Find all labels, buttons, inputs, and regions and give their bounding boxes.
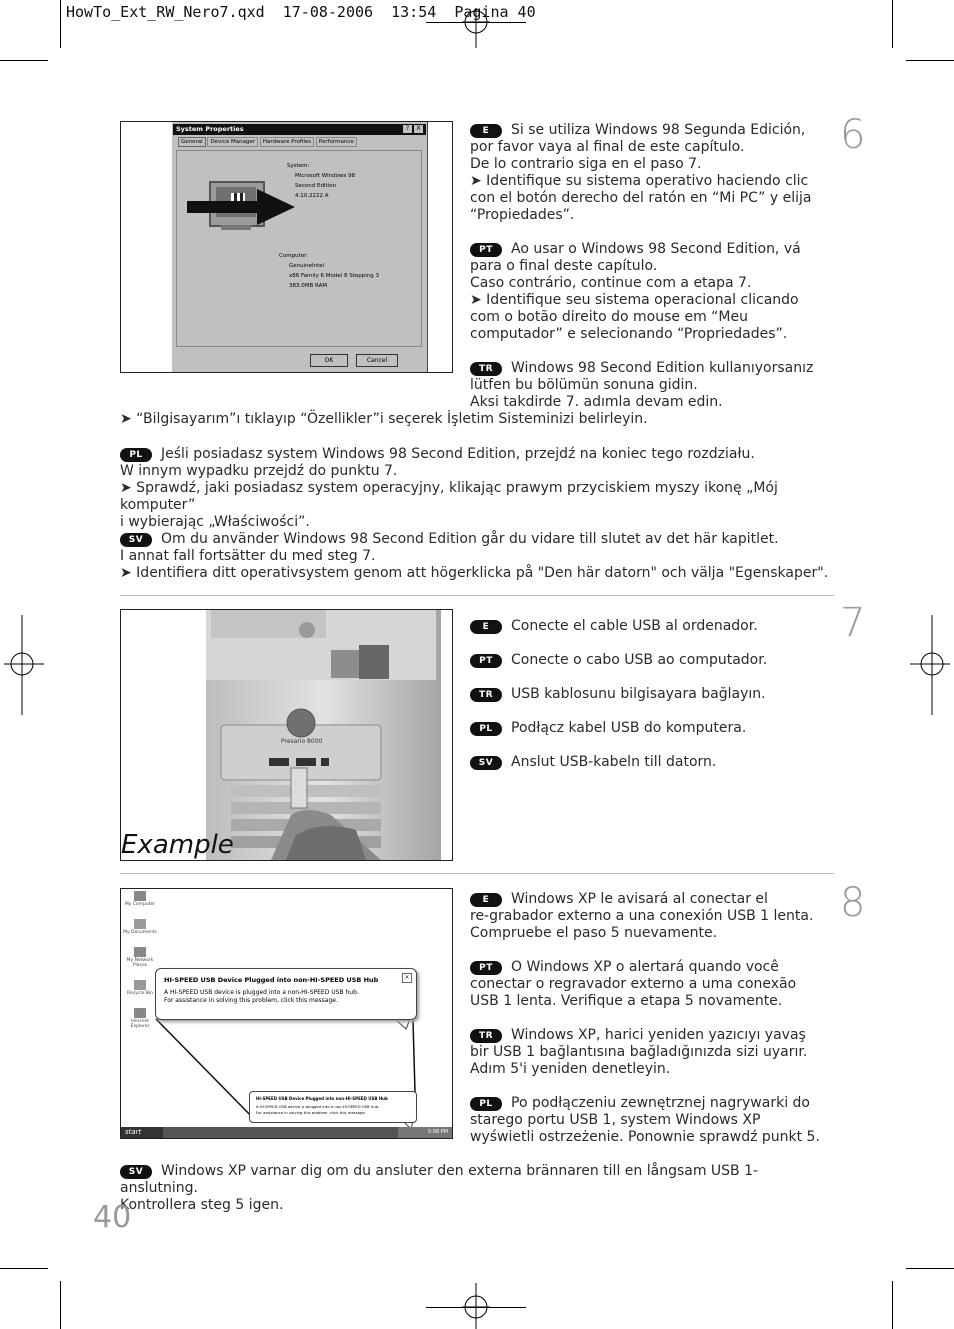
crop-mark — [892, 0, 893, 48]
crop-mark — [60, 1281, 61, 1329]
section-divider — [120, 873, 834, 874]
crop-mark — [906, 1268, 954, 1269]
step8-text-pl: PL Po podłączeniu zewnętrznej nagrywarki do starego portu USB 1, system Windows XP wyświetli ostrzeżenie. Ponownie sprawdź punkt 5. — [470, 1095, 820, 1145]
tab-hardware-profiles[interactable]: Hardware Profiles — [260, 137, 314, 147]
desktop-icon-internet-explorer[interactable]: Internet Explorer — [123, 1008, 157, 1029]
step6-text-pl: PL Jeśli posiadasz system Windows 98 Second Edition, przejdź na koniec tego rozdziału. W innym wypadku przejdź do punktu 7. ➤ Sprawdź, jaki posiadasz system operacyjny, klikając prawym przyciskiem myszy ikonę „Mój komputer” i wybierając „Właściwości”. — [120, 446, 778, 530]
lang-badge-pl: PL — [470, 722, 502, 736]
step7-item-pt: PT Conecte o cabo USB ao computador. — [470, 652, 767, 669]
lang-badge-pl: PL — [470, 1097, 502, 1111]
title-bar — [173, 124, 426, 135]
arrow-icon — [187, 187, 297, 227]
lang-badge-e: E — [470, 620, 502, 634]
cancel-button[interactable]: Cancel — [356, 354, 398, 367]
step6-screenshot — [120, 121, 453, 373]
desktop-icon-network[interactable]: My Network Places — [123, 947, 157, 968]
step-number-8: 8 — [840, 880, 866, 926]
step6-text-tr-extra: ➤ “Bilgisayarım”ı tıklayıp “Özellikler”i seçerek İşletim Sisteminizi belirleyin. — [120, 411, 648, 427]
system-info: System: Microsoft Windows 98 Second Edition 4.10.2222 A — [287, 163, 356, 199]
tab-strip — [178, 139, 357, 145]
registration-mark-top — [462, 8, 490, 48]
step7-item-e: E Conecte el cable USB al ordenador. — [470, 618, 758, 635]
registration-mark-right — [910, 615, 950, 715]
step6-text-tr: TR Windows 98 Second Edition kullanıyorsanız lütfen bu bölümün sonuna gidin. Aksi takdirde 7. adımla devam edin. — [470, 360, 814, 410]
step7-item-sv: SV Anslut USB-kabeln till datorn. — [470, 754, 716, 771]
example-caption: Example — [121, 830, 234, 860]
crop-mark — [0, 60, 48, 61]
computer-info: Computer: GenuineIntel x86 Family 6 Model 8 Stepping 3 383.0MB RAM — [279, 253, 379, 289]
pc-brand-label: Presario 8000 — [281, 738, 323, 745]
lang-badge-tr: TR — [470, 1029, 502, 1043]
crop-mark — [60, 0, 61, 48]
step7-photo — [120, 609, 453, 861]
desktop-icon-my-documents[interactable]: My Documents — [123, 919, 157, 935]
registration-mark-left — [4, 615, 44, 715]
desktop-icon-my-computer[interactable]: My Computer — [123, 891, 157, 907]
lang-badge-sv: SV — [470, 756, 502, 770]
crop-mark — [906, 60, 954, 61]
window-title: System Properties — [176, 125, 244, 133]
step6-text-e: E Si se utiliza Windows 98 Segunda Edición, por favor vaya al final de este capítulo. De lo contrario siga en el paso 7. ➤ Identifique su sistema operativo haciendo clic con el botón derecho del ratón en “Mi PC” y elija “Propiedades”. — [470, 122, 812, 223]
lang-badge-sv: SV — [120, 533, 152, 547]
close-button[interactable]: X — [414, 125, 423, 133]
system-properties-window — [171, 122, 428, 372]
tab-general[interactable]: General — [178, 137, 206, 147]
file-slug: HowTo_Ext_RW_Nero7.qxd 17-08-2006 13:54 Pagina 40 — [66, 3, 536, 21]
section-divider — [120, 595, 834, 596]
page-number: 40 — [93, 1200, 132, 1235]
crop-mark — [892, 1281, 893, 1329]
lang-badge-pt: PT — [470, 243, 502, 257]
usb-warning-balloon-small[interactable]: HI-SPEED USB Device Plugged into non-HI-SPEED USB Hub A HI-SPEED USB device is plugged into a non-HI-SPEED USB hub. For assistance in solving this problem, click this message. — [249, 1091, 417, 1123]
step6-text-pt: PT Ao usar o Windows 98 Second Edition, vá para o final deste capítulo. Caso contrário, continue com a etapa 7. ➤ Identifique seu sistema operacional clicando com o botão direito do mouse em “Meu computador” e selecionando “Propriedades”. — [470, 241, 801, 342]
help-button[interactable]: ? — [403, 125, 412, 133]
step8-text-tr: TR Windows XP, harici yeniden yazıcıyı yavaş bir USB 1 bağlantısına bağladığınızda sizi uyarır. Adım 5'i yeniden denetleyin. — [470, 1027, 808, 1077]
step6-text-sv: SV Om du använder Windows 98 Second Edition går du vidare till slutet av det här kapitlet. I annat fall fortsätter du med steg 7. ➤ Identifiera ditt operativsystem genom att högerklicka på "Den här datorn" och välja "Egenskaper". — [120, 531, 829, 581]
lang-badge-tr: TR — [470, 362, 502, 376]
step-number-6: 6 — [840, 112, 866, 158]
lang-badge-pt: PT — [470, 961, 502, 975]
taskbar — [121, 1127, 452, 1138]
balloon-close-icon[interactable]: × — [402, 973, 412, 983]
step-number-7: 7 — [840, 600, 866, 646]
lang-badge-sv: SV — [120, 1165, 152, 1179]
lang-badge-pl: PL — [120, 448, 152, 462]
lang-badge-tr: TR — [470, 688, 502, 702]
crop-mark — [0, 1268, 48, 1269]
desktop-icon-recycle-bin[interactable]: Recycle Bin — [123, 980, 157, 996]
pc-usb-illustration — [121, 610, 452, 860]
ok-button[interactable]: OK — [310, 354, 348, 367]
step8-text-e: E Windows XP le avisará al conectar el re-grabador externo a una conexión USB 1 lenta. Compruebe el paso 5 nuevamente. — [470, 891, 814, 941]
lang-badge-e: E — [470, 124, 502, 138]
tab-panel — [176, 150, 422, 347]
tab-device-manager[interactable]: Device Manager — [207, 137, 258, 147]
lang-badge-pt: PT — [470, 654, 502, 668]
step8-text-pt: PT O Windows XP o alertará quando você conectar o regravador externo a uma conexão USB 1 lenta. Verifique a etapa 5 novamente. — [470, 959, 797, 1009]
tab-performance[interactable]: Performance — [316, 137, 357, 147]
step7-item-tr: TR USB kablosunu bilgisayara bağlayın. — [470, 686, 766, 703]
step7-item-pl: PL Podłącz kabel USB do komputera. — [470, 720, 746, 737]
start-button[interactable]: start — [121, 1127, 163, 1138]
lang-badge-e: E — [470, 893, 502, 907]
step8-screenshot — [120, 888, 453, 1139]
usb-warning-balloon-large[interactable]: HI-SPEED USB Device Plugged into non-HI-SPEED USB Hub × A HI-SPEED USB device is plugged into a non-HI-SPEED USB hub. For assistance in solving this problem, click this message. — [155, 968, 417, 1020]
tray-clock: 5:08 PM — [398, 1127, 452, 1138]
step8-text-sv: SV Windows XP varnar dig om du ansluter den externa brännaren till en långsam USB 1-anslutning. Kontrollera steg 5 igen. — [120, 1163, 759, 1213]
registration-mark-bottom — [462, 1283, 490, 1329]
